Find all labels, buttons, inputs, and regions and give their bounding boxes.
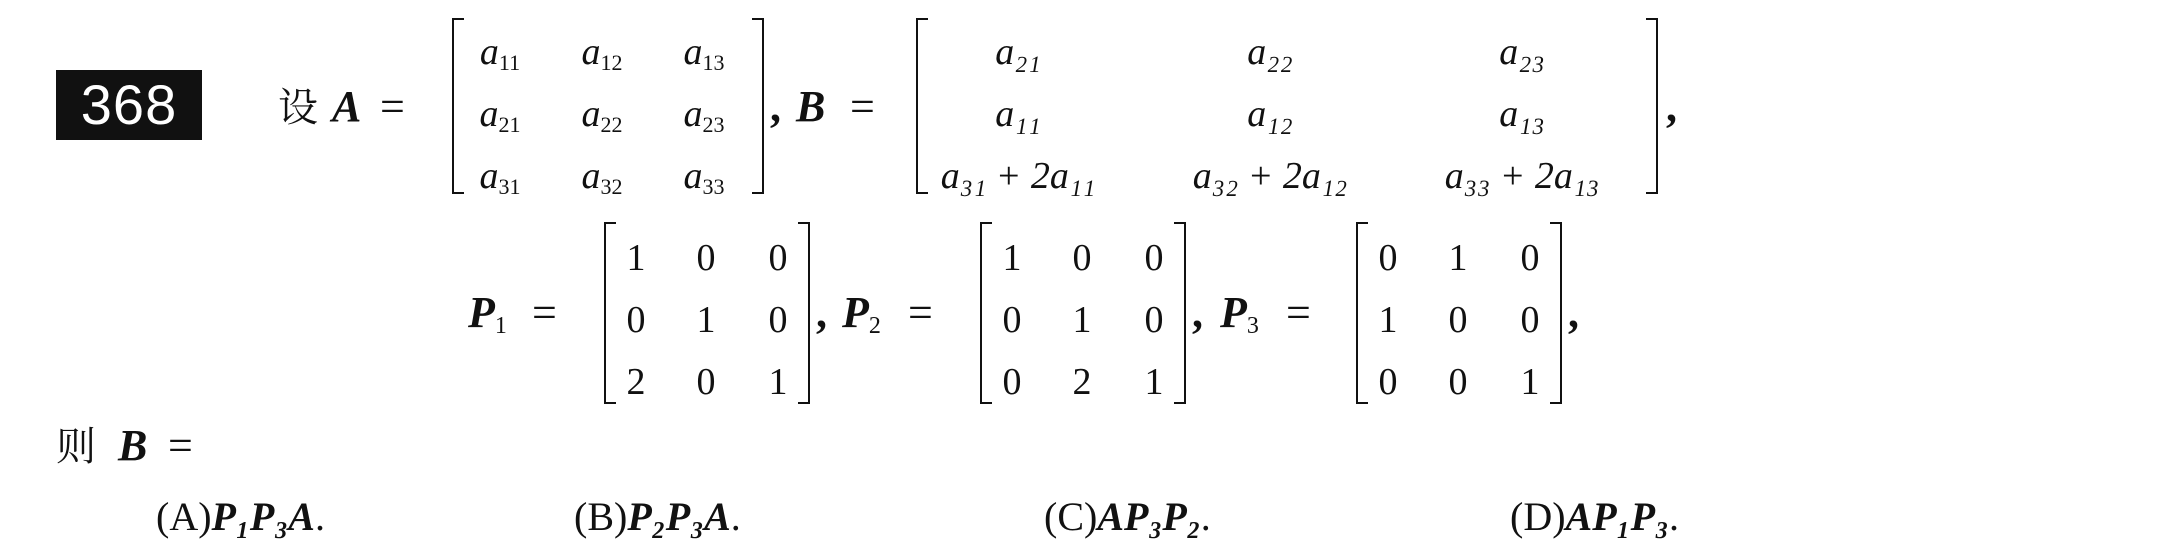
equals-sign: = xyxy=(380,82,405,131)
matrix-p2-cell-23: 0 xyxy=(1144,299,1164,341)
equals-sign: = xyxy=(908,288,933,337)
matrix-p1-cell-12: 0 xyxy=(696,237,716,279)
symbol-a: A xyxy=(332,82,362,131)
matrix-a xyxy=(452,18,764,199)
matrix-p2-cell-33: 1 xyxy=(1144,361,1164,403)
equals-sign: = xyxy=(1286,288,1311,337)
matrix-p1-cell-33: 1 xyxy=(768,361,788,403)
symbol-p1: $P_1$ xyxy=(468,288,507,339)
comma: , xyxy=(1568,288,1579,337)
matrix-p3-cell-33: 1 xyxy=(1520,361,1540,403)
matrix-p3-cell-13: 0 xyxy=(1520,237,1540,279)
matrix-b-cell-31: a₃₁ + 2a₁₁ xyxy=(940,155,1096,197)
intro-label: 设 xyxy=(278,85,318,131)
matrix-p1-cell-23: 0 xyxy=(768,299,788,341)
matrix-p1-cell-32: 0 xyxy=(696,361,716,403)
matrix-p1-cell-31: 2 xyxy=(626,361,646,403)
matrix-b-cell-22: a₁₂ xyxy=(1247,93,1293,135)
matrix-p3 xyxy=(1356,222,1562,404)
comma: , xyxy=(1666,82,1677,131)
comma: , xyxy=(816,288,827,337)
matrix-b-cell-21: a₁₁ xyxy=(995,93,1041,135)
matrix-p1-cell-21: 0 xyxy=(626,299,646,341)
matrix-p3-cell-12: 1 xyxy=(1448,237,1468,279)
matrix-b-cell-33: a₃₃ + 2a₁₃ xyxy=(1444,155,1600,197)
equals-sign: = xyxy=(532,288,557,337)
matrix-p3-cell-23: 0 xyxy=(1520,299,1540,341)
problem-number-badge: 368 xyxy=(56,70,202,140)
matrix-a-cell-12: $a_{12}$ xyxy=(581,31,623,75)
matrix-b-cell-13: a₂₃ xyxy=(1499,31,1545,73)
choice-d[interactable]: (D)AP₁P₃. xyxy=(1510,494,1679,539)
comma: , xyxy=(770,82,781,131)
matrix-p2-cell-21: 0 xyxy=(1002,299,1022,341)
symbol-p2: $P_2$ xyxy=(842,288,881,339)
matrix-a-cell-23: $a_{23}$ xyxy=(683,93,725,137)
equals-sign: = xyxy=(168,421,193,470)
symbol-b-result: B xyxy=(118,421,148,470)
matrix-a-cell-31: $a_{31}$ xyxy=(479,155,521,199)
choice-c[interactable]: (C)AP₃P₂. xyxy=(1044,494,1211,539)
matrix-p1 xyxy=(604,222,810,404)
matrix-b-cell-32: a₃₂ + 2a₁₂ xyxy=(1192,155,1348,197)
matrix-b xyxy=(916,18,1658,197)
matrix-p1-cell-11: 1 xyxy=(626,237,646,279)
matrix-p2-cell-32: 2 xyxy=(1072,361,1092,403)
matrix-a-cell-13: $a_{13}$ xyxy=(683,31,725,75)
comma: , xyxy=(1192,288,1203,337)
matrix-p3-cell-32: 0 xyxy=(1448,361,1468,403)
equals-sign: = xyxy=(850,82,875,131)
symbol-b: B xyxy=(796,82,826,131)
matrix-p3-cell-21: 1 xyxy=(1378,299,1398,341)
matrix-b-cell-23: a₁₃ xyxy=(1499,93,1545,135)
then-label: 则 xyxy=(56,424,96,470)
matrix-a-cell-33: $a_{33}$ xyxy=(683,155,725,199)
matrix-p3-cell-22: 0 xyxy=(1448,299,1468,341)
matrix-a-cell-32: $a_{32}$ xyxy=(581,155,623,199)
matrix-p3-cell-11: 0 xyxy=(1378,237,1398,279)
choice-a[interactable]: (A)P₁P₃A. xyxy=(156,494,325,539)
matrix-b-cell-11: a₂₁ xyxy=(995,31,1041,73)
matrix-a-cell-11: $a_{11}$ xyxy=(479,31,521,75)
matrix-p2-cell-31: 0 xyxy=(1002,361,1022,403)
matrix-p1-cell-13: 0 xyxy=(768,237,788,279)
matrix-p2-cell-13: 0 xyxy=(1144,237,1164,279)
matrix-p2-cell-11: 1 xyxy=(1002,237,1022,279)
matrix-p2-cell-22: 1 xyxy=(1072,299,1092,341)
matrix-p1-cell-22: 1 xyxy=(696,299,716,341)
matrix-p3-cell-31: 0 xyxy=(1378,361,1398,403)
matrix-b-cell-12: a₂₂ xyxy=(1247,31,1293,73)
matrix-a-cell-22: $a_{22}$ xyxy=(581,93,623,137)
choice-b[interactable]: (B)P₂P₃A. xyxy=(574,494,741,539)
symbol-p3: $P_3$ xyxy=(1220,288,1259,339)
matrix-p2 xyxy=(980,222,1186,404)
matrix-a-cell-21: $a_{21}$ xyxy=(479,93,521,137)
matrix-p2-cell-12: 0 xyxy=(1072,237,1092,279)
